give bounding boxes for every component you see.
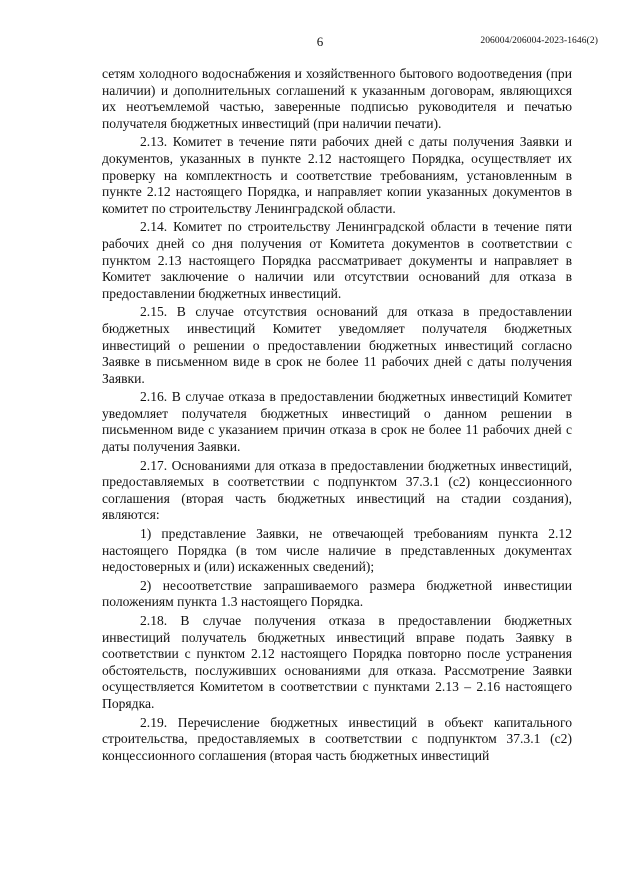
paragraph-continuation: сетям холодного водоснабжения и хозяйственного бытового водоотведения (при наличии) и дополнительных соглашений к указанным договорам, являющихся их неотъемлемой частью, заверенные подписью руководителя и печатью получателя бюджетных инвестиций (при наличии печати). [102, 66, 572, 131]
paragraph-2-14: 2.14. Комитет по строительству Ленинградской области в течение пяти рабочих дней со дня получения от Комитета документов в соответствии с пунктом 2.13 настоящего Порядка рассматривает документы и направляет в Комитет заключение о наличии или отсутствии оснований для отказа в предоставлении бюджетных инвестиций. [102, 219, 572, 301]
page-number: 6 [316, 34, 324, 49]
document-body [102, 66, 572, 766]
list-item-2: 2) несоответствие запрашиваемого размера бюджетной инвестиции положениям пункта 1.3 настоящего Порядка. [102, 577, 572, 610]
paragraph-2-16: 2.16. В случае отказа в предоставлении бюджетных инвестиций Комитет уведомляет получателя бюджетных инвестиций о данном решении в письменном виде с указанием причин отказа в срок не более 11 рабочих дней с даты получения Заявки. [102, 389, 572, 455]
paragraph-2-13: 2.13. Комитет в течение пяти рабочих дней с даты получения Заявки и документов, указанных в пункте 2.12 настоящего Порядка, осуществляет их проверку на комплектность и соответствие требованиям, установленным в пункте 2.12 настоящего Порядка, и направляет копии указанных документов в комитет по строительству Ленинградской области. [102, 134, 572, 216]
paragraph-2-19: 2.19. Перечисление бюджетных инвестиций в объект капитального строительства, предоставляемых в соответствии с подпунктом 37.3.1 (с2) концессионного соглашения (вторая часть бюджетных инвестиций [102, 714, 572, 763]
list-item-1: 1) представление Заявки, не отвечающей требованиям пункта 2.12 настоящего Порядка (в том числе наличие в представленных документах недостоверных и (или) искаженных сведений); [102, 526, 572, 575]
paragraph-2-17: 2.17. Основаниями для отказа в предоставлении бюджетных инвестиций, предоставляемых в соответствии с подпунктом 37.3.1 (с2) концессионного соглашения (вторая часть бюджетных инвестиций на стадии создания), являются: [102, 457, 572, 523]
paragraph-2-18: 2.18. В случае получения отказа в предоставлении бюджетных инвестиций получатель бюджетных инвестиций вправе подать Заявку в соответствии с пунктом 2.12 настоящего Порядка повторно после устранения обстоятельств, послуживших основаниями для отказа. Рассмотрение Заявки осуществляется Комитетом в соответствии с пунктами 2.13 – 2.16 настоящего Порядка. [102, 613, 572, 711]
document-code: 206004/206004-2023-1646(2) [480, 36, 598, 46]
paragraph-2-15: 2.15. В случае отсутствия оснований для отказа в предоставлении бюджетных инвестиций Комитет уведомляет получателя бюджетных инвестиций о решении о предоставлении бюджетных инвестиций согласно Заявке в письменном виде в срок не более 11 рабочих дней с даты получения Заявки. [102, 304, 572, 386]
